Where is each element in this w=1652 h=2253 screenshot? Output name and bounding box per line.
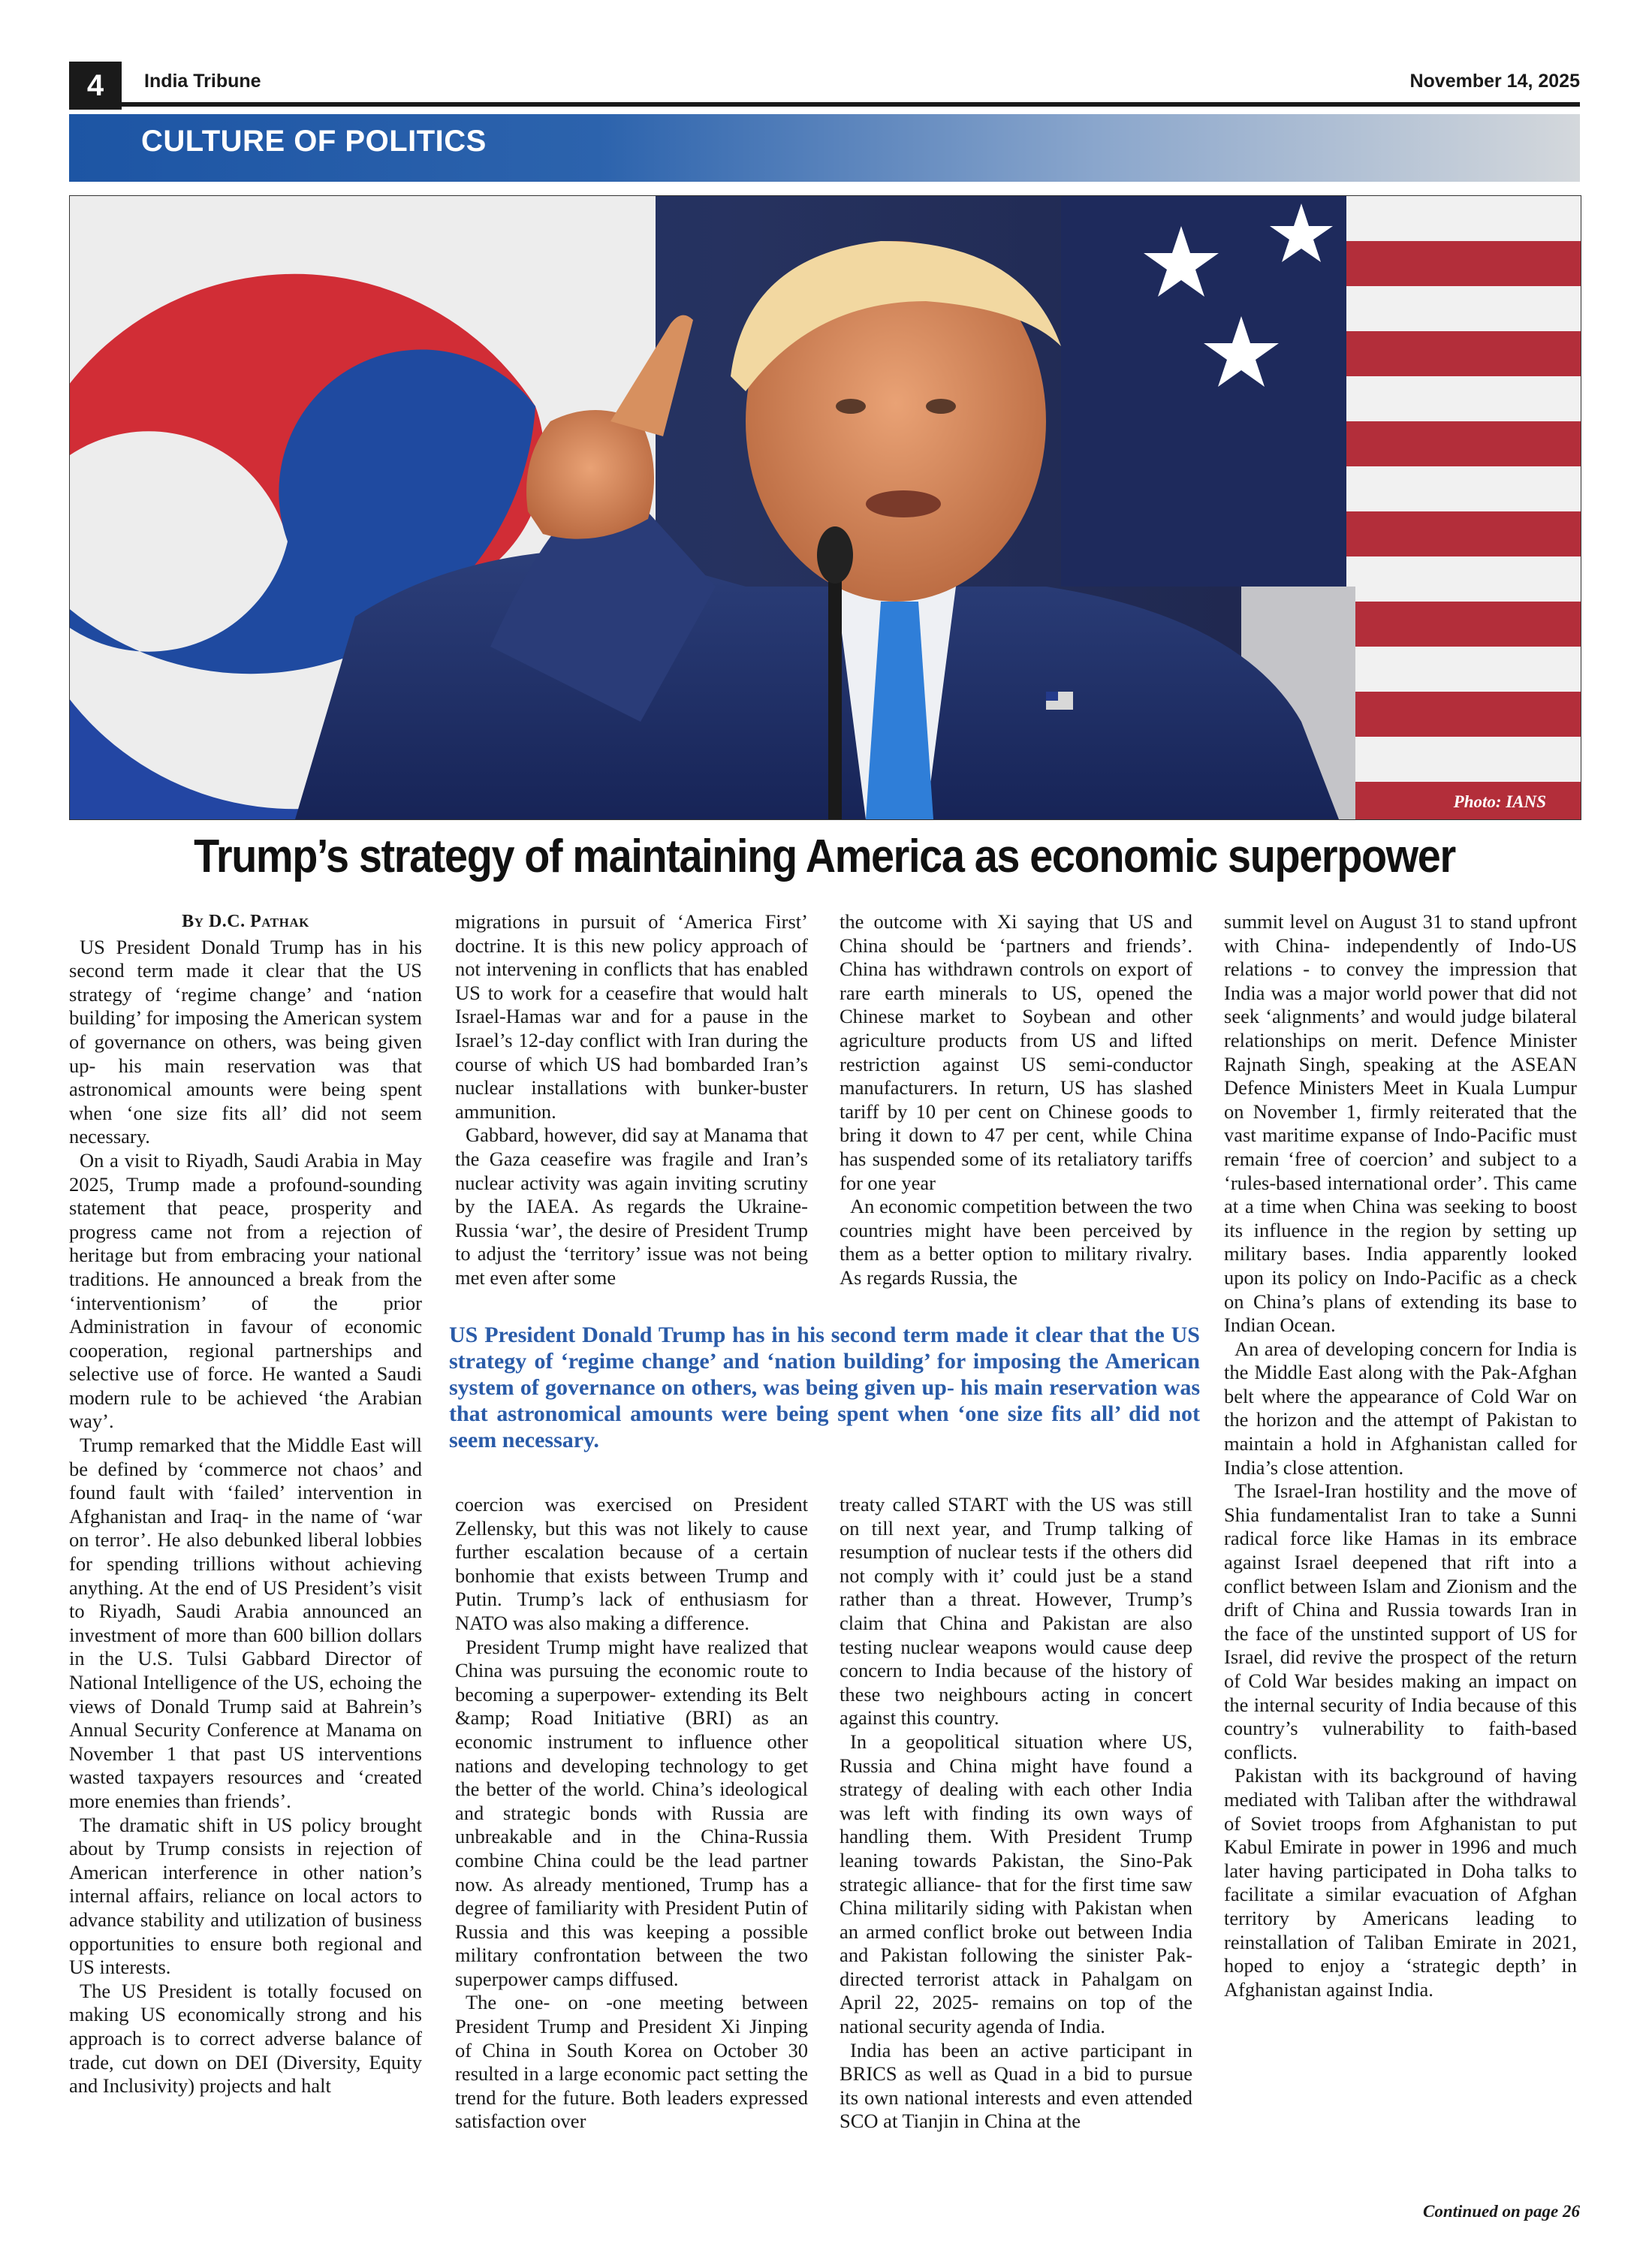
paragraph: In a geopolitical situation where US, Russia and China might have found a strategy of dealing with each other India was left with finding its own ways of handling them. With President Trump leaning towards Pakistan, the Sino-Pak strategic alliance- that for the first time saw China militarily siding with Pakistan when an armed conflict broke out between India and Pakistan following the sinister Pak-directed terrorist attack in Pahalgam on April 22, 2025- remains on top of the national security agenda of India. bbox=[840, 1730, 1192, 2038]
article-column-1 bbox=[69, 910, 422, 2098]
paragraph: The US President is totally focused on making US economically strong and his approach is to correct adverse balance of trade, cut down on DEI (Diversity, Equity and Inclusivity) projects and halt bbox=[69, 1979, 422, 2098]
paragraph: Pakistan with its background of having mediated with Taliban after the withdrawal of Soviet troops from Afghanistan to put Kabul Emirate in power in 1996 and much later having participated in Doha talks to facilitate a similar evacuation of Afghan territory by Americans leading to reinstallation of Taliban Emirate in 2021, hoped to enjoy a ‘strategic depth’ in Afghanistan against India. bbox=[1224, 1764, 1577, 2001]
paragraph: the outcome with Xi saying that US and China should be ‘partners and friends’. China has withdrawn controls on export of rare earth minerals to US, opened the Chinese market to Soybean and other agriculture products from US and lifted restriction against US semi-conductor manufacturers. In return, US has slashed tariff by 10 per cent on Chinese goods to bring it down to 47 per cent, while China has suspended some of its retaliatory tariffs for one year bbox=[840, 910, 1192, 1194]
paragraph: The one- on -one meeting between President Trump and President Xi Jinping of China in South Korea on October 30 resulted in a large economic pact setting the trend for the future. Both leaders expressed satisfaction over bbox=[455, 1991, 808, 2133]
byline-author: D.C. Pathak bbox=[208, 912, 309, 931]
page-number: 4 bbox=[69, 62, 122, 110]
lead-photo bbox=[69, 195, 1581, 820]
paragraph: An area of developing concern for India is the Middle East along with the Pak-Afghan belt where the appearance of Cold War on the horizon and the attempt of Pakistan to maintain a hold in Afghanistan called for India’s close attention. bbox=[1224, 1337, 1577, 1479]
article-column-4 bbox=[1224, 910, 1577, 2001]
paragraph: An economic competition between the two countries might have been perceived by them as a better option to military rivalry. As regards Russia, the bbox=[840, 1195, 1192, 1289]
continued-note: Continued on page 26 bbox=[1423, 2202, 1580, 2221]
paragraph: India has been an active participant in BRICS as well as Quad in a bid to pursue its own national interests and even attended SCO at Tianjin in China at the bbox=[840, 2038, 1192, 2133]
paragraph: The Israel-Iran hostility and the move of Shia fundamentalist Iran to take a Sunni radical force like Hamas in its embrace against Israel deepened that rift into a conflict between Islam and Zionism and the drift of China and Russia towards Iran in the face of the unstinted support of US for Israel, did revive the prospect of the return of Cold War besides making an impact on the internal security of India because of this country’s vulnerability to faith-based conflicts. bbox=[1224, 1479, 1577, 1763]
paragraph: summit level on August 31 to stand upfront with China- independently of Indo-US relations - to convey the impression that India was a major world power that did not seek ‘alignments’ and would judge bilateral relationships on merit. Defence Minister Rajnath Singh, speaking at the ASEAN Defence Ministers Meet in Kuala Lumpur on November 1, firmly reiterated that the vast maritime expanse of Indo-Pacific must remain ‘free of coercion’ and subject to a ‘rules-based international order’. This came at a time when China was seeking to boost its influence in the region by setting up military bases. India apparently looked upon its policy on Indo-Pacific as a check on China’s plans of extending its base to Indian Ocean. bbox=[1224, 910, 1577, 1337]
article-headline: Trump’s strategy of maintaining America as economic superpower bbox=[194, 831, 1455, 882]
header-rule bbox=[69, 102, 1580, 107]
paragraph: coercion was exercised on President Zellensky, but this was not likely to cause further escalation because of a certain bonhomie that exists between Trump and Putin. Trump’s lack of enthusiasm for NATO was also making a difference. bbox=[455, 1493, 808, 1634]
publication-name: India Tribune bbox=[144, 71, 261, 92]
byline bbox=[69, 910, 422, 934]
byline-prefix: By bbox=[182, 912, 204, 931]
photo-credit: Photo: IANS bbox=[1453, 792, 1546, 811]
photo-illustration bbox=[70, 196, 1581, 819]
paragraph: US President Donald Trump has in his second term made it clear that the US strategy of ‘regime change’ and ‘nation building’ for imposing the American system of governance on others, was being given up- his main reservation was that astronomical amounts were being spent when ‘one size fits all’ did not seem necessary. bbox=[69, 935, 422, 1148]
paragraph: treaty called START with the US was still on till next year, and Trump talking of resumption of nuclear tests if the others did not comply with it’ could just be a stand rather than a threat. However, Trump’s claim that China and Pakistan are also testing nuclear weapons would cause deep concern to India because of the history of these two neighbours acting in concert against this country. bbox=[840, 1493, 1192, 1730]
article-column-2-bottom bbox=[455, 1493, 808, 2134]
article-column-2-top bbox=[455, 910, 808, 1290]
paragraph: Trump remarked that the Middle East will be defined by ‘commerce not chaos’ and found fault with ‘failed’ intervention in Afghanistan and Iraq- in the name of ‘war on terror’. He also debunked liberal lobbies for spending trillions without achieving anything. At the end of US President’s visit to Riyadh, Saudi Arabia announced an investment of more than 600 billion dollars in the U.S. Tulsi Gabbard Director of National Intelligence of the US, echoing the views of Donald Trump said at Bahrein’s Annual Security Conference at Manama on November 1 that past US interventions wasted taxpayers resources and ‘created more enemies than friends’. bbox=[69, 1434, 422, 1812]
paragraph: Gabbard, however, did say at Manama that the Gaza ceasefire was fragile and Iran’s nuclear activity was again inviting scrutiny by the IAEA. As regards the Ukraine-Russia ‘war’, the desire of President Trump to adjust the ‘territory’ issue was not being met even after some bbox=[455, 1123, 808, 1289]
pull-quote: US President Donald Trump has in his second term made it clear that the US strategy of ‘regime change’ and ‘nation building’ for imposing the American system of governance on others, was being given up- his main reservation was that astronomical amounts were being spent when ‘one size fits all’ did not seem necessary. bbox=[449, 1323, 1200, 1452]
article-column-3-top bbox=[840, 910, 1192, 1290]
article-column-3-bottom bbox=[840, 1493, 1192, 2134]
paragraph: On a visit to Riyadh, Saudi Arabia in May 2025, Trump made a profound-sounding statement that peace, prosperity and progress came not from a rejection of heritage but from embracing your national traditions. He announced a break from the ‘interventionism’ of the prior Administration in favour of economic cooperation, regional partnerships and selective use of force. He wanted a Saudi modern rule to be achieved ‘the Arabian way’. bbox=[69, 1148, 422, 1433]
section-bar bbox=[69, 114, 1580, 182]
paragraph: migrations in pursuit of ‘America First’ doctrine. It is this new policy approach of not intervening in conflicts that has enabled US to work for a ceasefire that would halt Israel-Hamas war and for a pause in the Israel’s 12-day conflict with Iran during the course of which US had bombarded Iran’s nuclear installations with bunker-buster ammunition. bbox=[455, 910, 808, 1123]
issue-date: November 14, 2025 bbox=[1409, 71, 1580, 92]
paragraph: The dramatic shift in US policy brought about by Trump consists in rejection of American interference in other nation’s internal affairs, reliance on local actors to advance stability and utilization of business opportunities to ensure both regional and US interests. bbox=[69, 1813, 422, 1979]
paragraph: President Trump might have realized that China was pursuing the economic route to becoming a superpower- extending its Belt &amp; Road Initiative (BRI) as an economic instrument to influence other nations and developing technology to get the better of the world. China’s ideological and strategic bonds with Russia are unbreakable and in the China-Russia combine China could be the lead partner now. As already mentioned, Trump has a degree of familiarity with President Putin of Russia and this was keeping a possible military confrontation between the two superpower camps diffused. bbox=[455, 1635, 808, 1990]
section-title: CULTURE OF POLITICS bbox=[141, 125, 487, 158]
